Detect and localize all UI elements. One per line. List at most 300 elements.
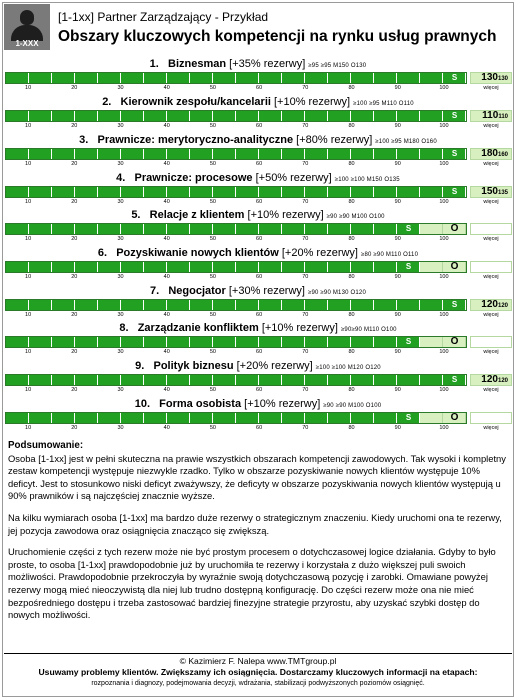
scale-label: 100 — [439, 85, 449, 91]
scale-label: 50 — [209, 236, 216, 242]
scale-label: 70 — [302, 123, 309, 129]
bar-segment — [259, 73, 282, 83]
bar-segment — [121, 375, 144, 385]
bar-segment — [236, 187, 259, 197]
scale-label: 10 — [25, 161, 32, 167]
bar-segment — [420, 262, 443, 272]
bar-marker: S — [405, 262, 412, 271]
score-box-empty — [470, 261, 512, 273]
scale-label: 60 — [256, 349, 263, 355]
bar-segment — [259, 262, 282, 272]
bar-segment — [190, 413, 213, 423]
scale-label: 40 — [163, 161, 170, 167]
bar-segment — [374, 337, 397, 347]
bar-segment — [236, 111, 259, 121]
score-sub: 160 — [497, 152, 508, 158]
bar-segment — [374, 149, 397, 159]
footer-divider — [4, 653, 512, 654]
scale-more-label: więcej — [483, 425, 499, 431]
scale-label: 50 — [209, 123, 216, 129]
bar-segment — [282, 187, 305, 197]
bar-segment — [259, 149, 282, 159]
bar-segment — [98, 375, 121, 385]
bar-segment — [328, 187, 351, 197]
bar-segment — [236, 300, 259, 310]
bar-segment — [52, 337, 75, 347]
section-name: Relacje z klientem — [149, 209, 245, 221]
bar-segment — [75, 73, 98, 83]
bar-segment — [351, 337, 374, 347]
bar-segment — [236, 149, 259, 159]
bar-segment — [29, 413, 52, 423]
scale-label: 40 — [163, 425, 170, 431]
scale — [5, 311, 467, 320]
bar-segment — [6, 73, 29, 83]
scale-label: 90 — [394, 312, 401, 318]
score-sub: 130 — [497, 76, 508, 82]
competency-section — [4, 284, 512, 322]
bar-segment — [351, 413, 374, 423]
bar-segment — [29, 187, 52, 197]
scale-label: 60 — [256, 123, 263, 129]
section-title — [4, 95, 512, 110]
bar-segment — [328, 224, 351, 234]
bar-segment — [328, 413, 351, 423]
bar-segment — [75, 413, 98, 423]
bar-segment — [259, 337, 282, 347]
bar-segment — [236, 337, 259, 347]
score-box — [470, 110, 512, 122]
bar-segment — [213, 375, 236, 385]
competency-section — [4, 321, 512, 359]
section-reserve: [+10% rezerwy] — [261, 322, 338, 334]
scale-label: 80 — [348, 199, 355, 205]
bar-segment — [29, 300, 52, 310]
bar-segment — [305, 73, 328, 83]
scale-label: 70 — [302, 387, 309, 393]
section-number: 2. — [102, 96, 112, 108]
bar-segment — [190, 149, 213, 159]
bar-segment — [351, 187, 374, 197]
section-title — [4, 171, 512, 186]
bar-segment — [6, 111, 29, 121]
scale-label: 90 — [394, 274, 401, 280]
section-title — [4, 397, 512, 412]
bar-segment — [6, 262, 29, 272]
score-value: 150 — [481, 186, 498, 197]
scale-label: 10 — [25, 85, 32, 91]
competency-bar — [5, 148, 467, 160]
bar-segment — [75, 375, 98, 385]
bar-segment — [305, 111, 328, 121]
bar-segment — [52, 375, 75, 385]
scale-label: 10 — [25, 274, 32, 280]
bar-segment — [167, 187, 190, 197]
scale-label: 100 — [439, 387, 449, 393]
bar-segment — [144, 149, 167, 159]
bar-segment — [6, 187, 29, 197]
section-name: Polityk biznesu — [153, 360, 234, 372]
section-number: 4. — [116, 172, 126, 184]
scale-label: 80 — [348, 387, 355, 393]
scale-label: 10 — [25, 312, 32, 318]
bar-segment — [328, 337, 351, 347]
scale-label: 70 — [302, 274, 309, 280]
bar-segment — [98, 149, 121, 159]
competency-section — [4, 208, 512, 246]
tagline-stages: rozpoznania i diagnozy, podejmowania decyzji, wdrażania, stabilizacji podwyższonych poziomów osiągnięć. — [91, 680, 425, 687]
section-name: Negocjator — [168, 285, 226, 297]
bar-segment — [29, 375, 52, 385]
scale-label: 30 — [117, 312, 124, 318]
competency-section — [4, 57, 512, 95]
bar-segment — [397, 149, 420, 159]
scale-more-label: więcej — [483, 199, 499, 205]
competency-section — [4, 246, 512, 284]
scale — [5, 122, 467, 131]
competency-bar — [5, 374, 467, 386]
section-reserve: [+50% rezerwy] — [255, 172, 332, 184]
score-box-empty — [470, 223, 512, 235]
bar-segment — [420, 413, 443, 423]
scale-more-label: więcej — [483, 85, 499, 91]
score-box-empty — [470, 336, 512, 348]
scale-label: 100 — [439, 312, 449, 318]
bar-segment — [328, 73, 351, 83]
bar-segment — [75, 300, 98, 310]
bar-segment — [213, 224, 236, 234]
bar-segment — [167, 413, 190, 423]
competency-section — [4, 359, 512, 397]
bar-segment — [282, 262, 305, 272]
bar-segment — [282, 111, 305, 121]
scale-label: 30 — [117, 425, 124, 431]
score-box — [470, 186, 512, 198]
scale-label: 20 — [71, 236, 78, 242]
bar-segment — [98, 413, 121, 423]
bar-segment — [305, 262, 328, 272]
competency-section — [4, 133, 512, 171]
bar-segment — [29, 73, 52, 83]
section-number: 5. — [131, 209, 141, 221]
bar-segment — [121, 224, 144, 234]
bar-segment — [144, 73, 167, 83]
bar-segment — [121, 337, 144, 347]
bar-segment — [98, 262, 121, 272]
bar-segment — [236, 413, 259, 423]
scale-label: 50 — [209, 161, 216, 167]
bar-segment — [213, 262, 236, 272]
scale-label: 40 — [163, 123, 170, 129]
bar-segment — [52, 149, 75, 159]
bar-segment — [397, 73, 420, 83]
bar-segment — [213, 413, 236, 423]
bar-segment — [259, 375, 282, 385]
bar-segment — [328, 149, 351, 159]
scale-label: 70 — [302, 161, 309, 167]
bar-marker: S — [451, 73, 458, 82]
bar-segment — [259, 413, 282, 423]
bar-segment — [420, 337, 443, 347]
bar-segment — [374, 224, 397, 234]
bar-segment — [259, 300, 282, 310]
bar-segment — [167, 375, 190, 385]
bar-segment — [167, 149, 190, 159]
scale — [5, 84, 467, 93]
bar-segment — [420, 375, 443, 385]
summary-paragraph-2: Na kilku wymiarach osoba [1-1xx] ma bardzo duże rezerwy o strategicznym znaczeniu. Kiedy uruchomi ona te rezerwy, jej pozycja zawodowa oraz osiągnięcia znacząco się zwiększą. — [8, 511, 502, 536]
bar-segment — [282, 413, 305, 423]
score-value: 120 — [481, 374, 498, 385]
section-reserve: [+20% rezerwy] — [281, 247, 358, 259]
bar-segment — [351, 73, 374, 83]
bar-segment — [374, 375, 397, 385]
bar-marker: S — [405, 337, 412, 346]
scale-label: 80 — [348, 349, 355, 355]
bar-segment — [98, 300, 121, 310]
bar-marker: S — [451, 375, 458, 384]
section-marks: ≥95 ≥95 M150 O130 — [308, 63, 367, 69]
avatar — [4, 4, 50, 50]
section-name: Forma osobista — [159, 398, 242, 410]
target-marker: O — [450, 261, 459, 272]
scale — [5, 273, 467, 282]
bar-marker: S — [451, 149, 458, 158]
scale-label: 50 — [209, 349, 216, 355]
scale-label: 70 — [302, 425, 309, 431]
scale-label: 90 — [394, 387, 401, 393]
scale-label: 30 — [117, 274, 124, 280]
score-value: 130 — [481, 72, 498, 83]
bar-segment — [52, 262, 75, 272]
bar-segment — [6, 375, 29, 385]
bar-segment — [213, 73, 236, 83]
bar-segment — [305, 300, 328, 310]
competency-section — [4, 95, 512, 133]
bar-segment — [75, 224, 98, 234]
bar-segment — [351, 149, 374, 159]
bar-segment — [144, 375, 167, 385]
bar-segment — [75, 262, 98, 272]
bar-segment — [75, 149, 98, 159]
section-title — [4, 246, 512, 261]
scale-label: 20 — [71, 85, 78, 91]
scale-label: 80 — [348, 236, 355, 242]
score-sub: 120 — [497, 378, 508, 384]
scale-label: 40 — [163, 274, 170, 280]
bar-segment — [397, 187, 420, 197]
section-reserve: [+80% rezerwy] — [296, 134, 373, 146]
score-box — [470, 374, 512, 386]
bar-segment — [282, 300, 305, 310]
scale-label: 60 — [256, 85, 263, 91]
header — [4, 4, 512, 52]
bar-segment — [305, 413, 328, 423]
bar-segment — [190, 337, 213, 347]
bar-marker: S — [405, 413, 412, 422]
section-name: Zarządzanie konfliktem — [137, 322, 259, 334]
section-reserve: [+10% rezerwy] — [274, 96, 351, 108]
bar-segment — [282, 337, 305, 347]
scale-label: 90 — [394, 85, 401, 91]
avatar-tag: 1-XXX — [15, 39, 39, 48]
bar-segment — [305, 224, 328, 234]
scale-label: 10 — [25, 123, 32, 129]
tagline: Usuwamy problemy klientów. Zwiększamy ich osiągnięcia. Dostarczamy kluczowych informacji na etapach: — [38, 667, 478, 677]
bar-segment — [121, 300, 144, 310]
competency-bar — [5, 186, 467, 198]
bar-segment — [328, 375, 351, 385]
scale-label: 40 — [163, 387, 170, 393]
bar-segment — [236, 375, 259, 385]
score-sub: 120 — [497, 303, 508, 309]
section-name: Prawnicze: procesowe — [134, 172, 253, 184]
section-marks: ≥100 ≥95 M180 O160 — [375, 139, 437, 145]
bar-segment — [29, 149, 52, 159]
section-title — [4, 359, 512, 374]
bar-segment — [420, 111, 443, 121]
bar-segment — [144, 224, 167, 234]
scale-label: 10 — [25, 349, 32, 355]
bar-segment — [52, 187, 75, 197]
scale — [5, 348, 467, 357]
scale-label: 40 — [163, 349, 170, 355]
bar-segment — [190, 300, 213, 310]
summary-title: Podsumowanie: — [8, 440, 84, 451]
bar-segment — [6, 337, 29, 347]
bar-segment — [213, 300, 236, 310]
scale-label: 80 — [348, 85, 355, 91]
scale-label: 100 — [439, 199, 449, 205]
scale-label: 50 — [209, 387, 216, 393]
summary-paragraph-1: Osoba [1-1xx] jest w pełni skuteczna na prawie wszystkich obszarach kompetencji zawodowych. Tak wysoki i kompletny zestaw kompetencji występuje niezwykle rzadko. Tylko w obszarze pozyskiwanie nowych klientów występuje 10% deficyt. Jest to stosunkowo niski deficyt zważywszy, że deficyty w obszarze pozyskiwania nowych klientów występują u 90% prawników i są najczęściej znacznie wyższe. — [8, 452, 506, 502]
section-number: 10. — [134, 398, 150, 410]
bar-segment — [29, 262, 52, 272]
scale-label: 70 — [302, 199, 309, 205]
person-icon — [20, 10, 34, 25]
bar-segment — [144, 413, 167, 423]
scale-label: 20 — [71, 199, 78, 205]
bar-segment — [374, 111, 397, 121]
section-reserve: [+10% rezerwy] — [244, 398, 321, 410]
scale-label: 50 — [209, 425, 216, 431]
page-title: Obszary kluczowych kompetencji na rynku usług prawnych — [58, 28, 497, 45]
scale-label: 10 — [25, 387, 32, 393]
bar-segment — [98, 73, 121, 83]
competency-bar — [5, 261, 467, 273]
competency-bar — [5, 412, 467, 424]
bar-segment — [420, 224, 443, 234]
bar-segment — [144, 111, 167, 121]
bar-segment — [282, 224, 305, 234]
bar-segment — [259, 111, 282, 121]
bar-segment — [52, 224, 75, 234]
scale-label: 100 — [439, 161, 449, 167]
bar-segment — [75, 337, 98, 347]
bar-segment — [52, 73, 75, 83]
competency-section — [4, 397, 512, 435]
bar-segment — [75, 111, 98, 121]
bar-segment — [374, 300, 397, 310]
score-box — [470, 148, 512, 160]
section-marks: ≥90 ≥90 M100 O100 — [323, 403, 382, 409]
scale-label: 20 — [71, 387, 78, 393]
bar-segment — [420, 73, 443, 83]
bar-segment — [121, 187, 144, 197]
bar-segment — [6, 149, 29, 159]
scale-label: 50 — [209, 85, 216, 91]
section-marks: ≥100 ≥100 M150 O135 — [334, 177, 400, 183]
scale-label: 40 — [163, 199, 170, 205]
bar-segment — [213, 149, 236, 159]
bar-marker: S — [451, 300, 458, 309]
scale-label: 20 — [71, 123, 78, 129]
scale-label: 30 — [117, 85, 124, 91]
scale-label: 30 — [117, 161, 124, 167]
bar-segment — [190, 224, 213, 234]
copyright: © Kazimierz F. Nalepa www.TMTgroup.pl — [179, 656, 337, 666]
scale-label: 40 — [163, 236, 170, 242]
bar-segment — [75, 187, 98, 197]
scale-label: 80 — [348, 425, 355, 431]
scale-label: 70 — [302, 312, 309, 318]
competency-bar — [5, 110, 467, 122]
scale-label: 50 — [209, 312, 216, 318]
section-number: 1. — [149, 58, 159, 70]
bar-segment — [6, 300, 29, 310]
scale-label: 10 — [25, 236, 32, 242]
scale-label: 70 — [302, 236, 309, 242]
scale-more-label: więcej — [483, 274, 499, 280]
bar-segment — [29, 224, 52, 234]
scale-label: 20 — [71, 312, 78, 318]
bar-segment — [397, 375, 420, 385]
bar-segment — [190, 187, 213, 197]
bar-segment — [420, 149, 443, 159]
scale — [5, 235, 467, 244]
section-reserve: [+20% rezerwy] — [236, 360, 313, 372]
bar-segment — [144, 300, 167, 310]
scale — [5, 160, 467, 169]
bar-segment — [420, 300, 443, 310]
score-value: 110 — [482, 110, 499, 121]
scale-label: 60 — [256, 274, 263, 280]
scale-label: 80 — [348, 161, 355, 167]
scale — [5, 198, 467, 207]
score-box — [470, 72, 512, 84]
scale — [5, 424, 467, 433]
scale-label: 20 — [71, 349, 78, 355]
bar-segment — [213, 111, 236, 121]
bar-segment — [98, 187, 121, 197]
scale-label: 30 — [117, 387, 124, 393]
bar-segment — [282, 149, 305, 159]
target-marker: O — [450, 412, 459, 423]
section-reserve: [+10% rezerwy] — [247, 209, 324, 221]
bar-segment — [305, 337, 328, 347]
bar-segment — [52, 111, 75, 121]
section-reserve: [+35% rezerwy] — [229, 58, 306, 70]
scale-label: 20 — [71, 274, 78, 280]
scale-label: 60 — [256, 387, 263, 393]
scale-label: 90 — [394, 199, 401, 205]
scale-more-label: więcej — [483, 123, 499, 129]
score-value: 120 — [481, 299, 498, 310]
bar-segment — [121, 111, 144, 121]
scale-more-label: więcej — [483, 387, 499, 393]
bar-segment — [236, 73, 259, 83]
bar-segment — [167, 111, 190, 121]
